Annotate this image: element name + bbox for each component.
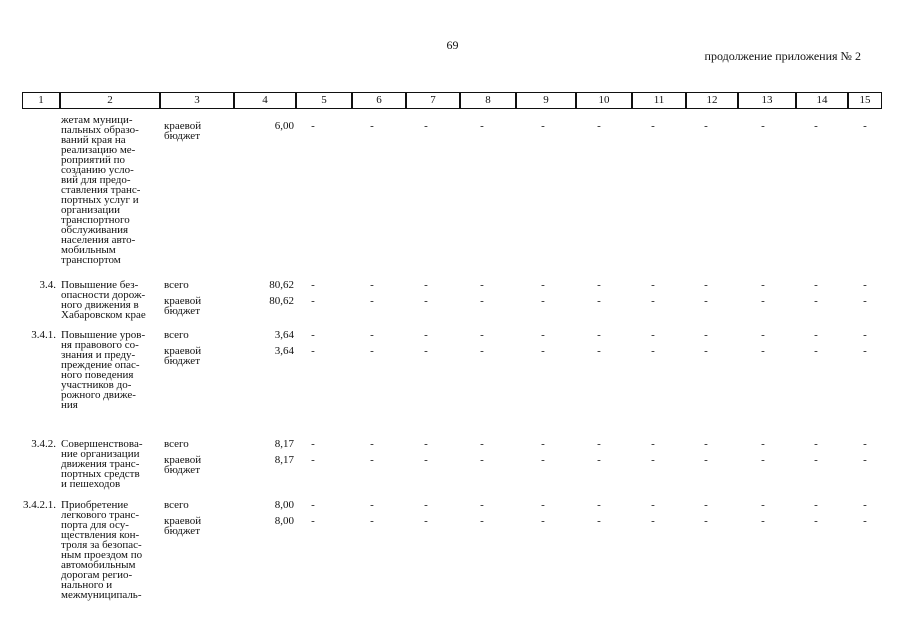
row-title: Совершенствова- ние организации движения транс- портных средств и пешеходов [61,438,143,490]
empty-cell-col-12: - [704,499,708,511]
empty-cell-col-7: - [424,454,428,466]
amount-value: 8,00 [274,515,294,527]
empty-cell-col-5: - [311,454,315,466]
empty-cell-col-6: - [370,515,374,527]
empty-cell-col-15: - [863,329,867,341]
empty-cell-col-15: - [863,120,867,132]
header-col-5: 5 [296,92,352,109]
row-code: 3.4.1. [31,329,56,341]
funding-source: краевой бюджет [164,515,202,537]
row-code: 3.4.2. [31,438,56,450]
empty-cell-col-7: - [424,120,428,132]
funding-source: краевой бюджет [164,454,202,476]
empty-cell-col-13: - [761,120,765,132]
empty-cell-col-14: - [814,120,818,132]
empty-cell-col-6: - [370,438,374,450]
funding-source: краевой бюджет [164,295,202,317]
empty-cell-col-12: - [704,454,708,466]
empty-cell-col-9: - [541,329,545,341]
empty-cell-col-5: - [311,499,315,511]
empty-cell-col-8: - [480,454,484,466]
empty-cell-col-11: - [651,329,655,341]
empty-cell-col-11: - [651,499,655,511]
header-col-7: 7 [406,92,460,109]
header-col-14: 14 [796,92,848,109]
empty-cell-col-9: - [541,515,545,527]
empty-cell-col-10: - [597,329,601,341]
empty-cell-col-15: - [863,499,867,511]
empty-cell-col-8: - [480,279,484,291]
empty-cell-col-14: - [814,329,818,341]
empty-cell-col-8: - [480,345,484,357]
empty-cell-col-11: - [651,120,655,132]
empty-cell-col-7: - [424,515,428,527]
header-col-13: 13 [738,92,796,109]
empty-cell-col-7: - [424,329,428,341]
empty-cell-col-12: - [704,120,708,132]
empty-cell-col-13: - [761,295,765,307]
empty-cell-col-15: - [863,345,867,357]
empty-cell-col-12: - [704,345,708,357]
header-col-9: 9 [516,92,576,109]
funding-source: всего [164,499,189,511]
empty-cell-col-8: - [480,120,484,132]
header-col-1: 1 [22,92,60,109]
empty-cell-col-8: - [480,438,484,450]
empty-cell-col-14: - [814,279,818,291]
empty-cell-col-10: - [597,454,601,466]
empty-cell-col-8: - [480,329,484,341]
empty-cell-col-14: - [814,438,818,450]
empty-cell-col-15: - [863,279,867,291]
empty-cell-col-6: - [370,499,374,511]
amount-value: 3,64 [274,345,294,357]
empty-cell-col-11: - [651,438,655,450]
empty-cell-col-13: - [761,499,765,511]
header-col-11: 11 [632,92,686,109]
empty-cell-col-9: - [541,454,545,466]
empty-cell-col-10: - [597,279,601,291]
empty-cell-col-15: - [863,515,867,527]
empty-cell-col-11: - [651,454,655,466]
empty-cell-col-14: - [814,515,818,527]
empty-cell-col-8: - [480,499,484,511]
empty-cell-col-7: - [424,438,428,450]
empty-cell-col-6: - [370,120,374,132]
empty-cell-col-12: - [704,295,708,307]
empty-cell-col-13: - [761,279,765,291]
amount-value: 8,17 [274,454,294,466]
row-title: Повышение уров- ня правового со- знания и преду- преждение опас- ного поведения участников до- рожного движе- ния [61,329,146,411]
empty-cell-col-15: - [863,454,867,466]
empty-cell-col-11: - [651,295,655,307]
header-col-12: 12 [686,92,738,109]
empty-cell-col-12: - [704,438,708,450]
funding-source: краевой бюджет [164,345,202,367]
page-number: 69 [446,38,459,52]
empty-cell-col-6: - [370,279,374,291]
row-title: жетам муници- пальных образо- ваний края на реализацию ме- роприятий по созданию усло- вий для предо- ставления транс- портных услуг и организации транспортного обслуживания населения авто- мобильным транспортом [61,114,141,266]
empty-cell-col-6: - [370,345,374,357]
empty-cell-col-9: - [541,279,545,291]
empty-cell-col-8: - [480,515,484,527]
empty-cell-col-12: - [704,515,708,527]
empty-cell-col-13: - [761,329,765,341]
header-col-4: 4 [234,92,296,109]
row-title: Повышение без- опасности дорож- ного движения в Хабаровском крае [61,279,146,321]
continuation-note: продолжение приложения № 2 [704,49,861,63]
amount-value: 8,00 [274,499,294,511]
funding-source: краевой бюджет [164,120,202,142]
empty-cell-col-5: - [311,345,315,357]
empty-cell-col-9: - [541,499,545,511]
row-code: 3.4.2.1. [23,499,56,511]
amount-value: 3,64 [274,329,294,341]
empty-cell-col-6: - [370,329,374,341]
empty-cell-col-8: - [480,295,484,307]
empty-cell-col-9: - [541,120,545,132]
amount-value: 80,62 [269,295,294,307]
funding-source: всего [164,329,189,341]
header-col-15: 15 [848,92,882,109]
empty-cell-col-7: - [424,295,428,307]
empty-cell-col-10: - [597,438,601,450]
empty-cell-col-13: - [761,345,765,357]
empty-cell-col-15: - [863,295,867,307]
header-col-2: 2 [60,92,160,109]
empty-cell-col-12: - [704,279,708,291]
empty-cell-col-11: - [651,515,655,527]
empty-cell-col-14: - [814,295,818,307]
empty-cell-col-10: - [597,515,601,527]
empty-cell-col-12: - [704,329,708,341]
empty-cell-col-6: - [370,295,374,307]
empty-cell-col-11: - [651,345,655,357]
header-col-3: 3 [160,92,234,109]
empty-cell-col-5: - [311,279,315,291]
empty-cell-col-6: - [370,454,374,466]
empty-cell-col-14: - [814,499,818,511]
empty-cell-col-10: - [597,499,601,511]
header-col-10: 10 [576,92,632,109]
empty-cell-col-7: - [424,499,428,511]
funding-source: всего [164,438,189,450]
amount-value: 6,00 [274,120,294,132]
empty-cell-col-7: - [424,279,428,291]
empty-cell-col-14: - [814,454,818,466]
funding-source: всего [164,279,189,291]
empty-cell-col-5: - [311,120,315,132]
empty-cell-col-5: - [311,438,315,450]
empty-cell-col-15: - [863,438,867,450]
empty-cell-col-5: - [311,329,315,341]
empty-cell-col-7: - [424,345,428,357]
empty-cell-col-9: - [541,438,545,450]
empty-cell-col-11: - [651,279,655,291]
empty-cell-col-5: - [311,515,315,527]
amount-value: 8,17 [274,438,294,450]
header-col-8: 8 [460,92,516,109]
amount-value: 80,62 [269,279,294,291]
empty-cell-col-5: - [311,295,315,307]
empty-cell-col-13: - [761,454,765,466]
empty-cell-col-10: - [597,345,601,357]
empty-cell-col-10: - [597,295,601,307]
empty-cell-col-13: - [761,515,765,527]
row-code: 3.4. [39,279,56,291]
row-title: Приобретение легкового транс- порта для осу- ществления кон- троля за безопас- ным проездом по автомобильным дорогам регио- нального и межмуниципаль- [61,499,143,601]
empty-cell-col-10: - [597,120,601,132]
empty-cell-col-14: - [814,345,818,357]
header-col-6: 6 [352,92,406,109]
empty-cell-col-9: - [541,345,545,357]
empty-cell-col-13: - [761,438,765,450]
empty-cell-col-9: - [541,295,545,307]
